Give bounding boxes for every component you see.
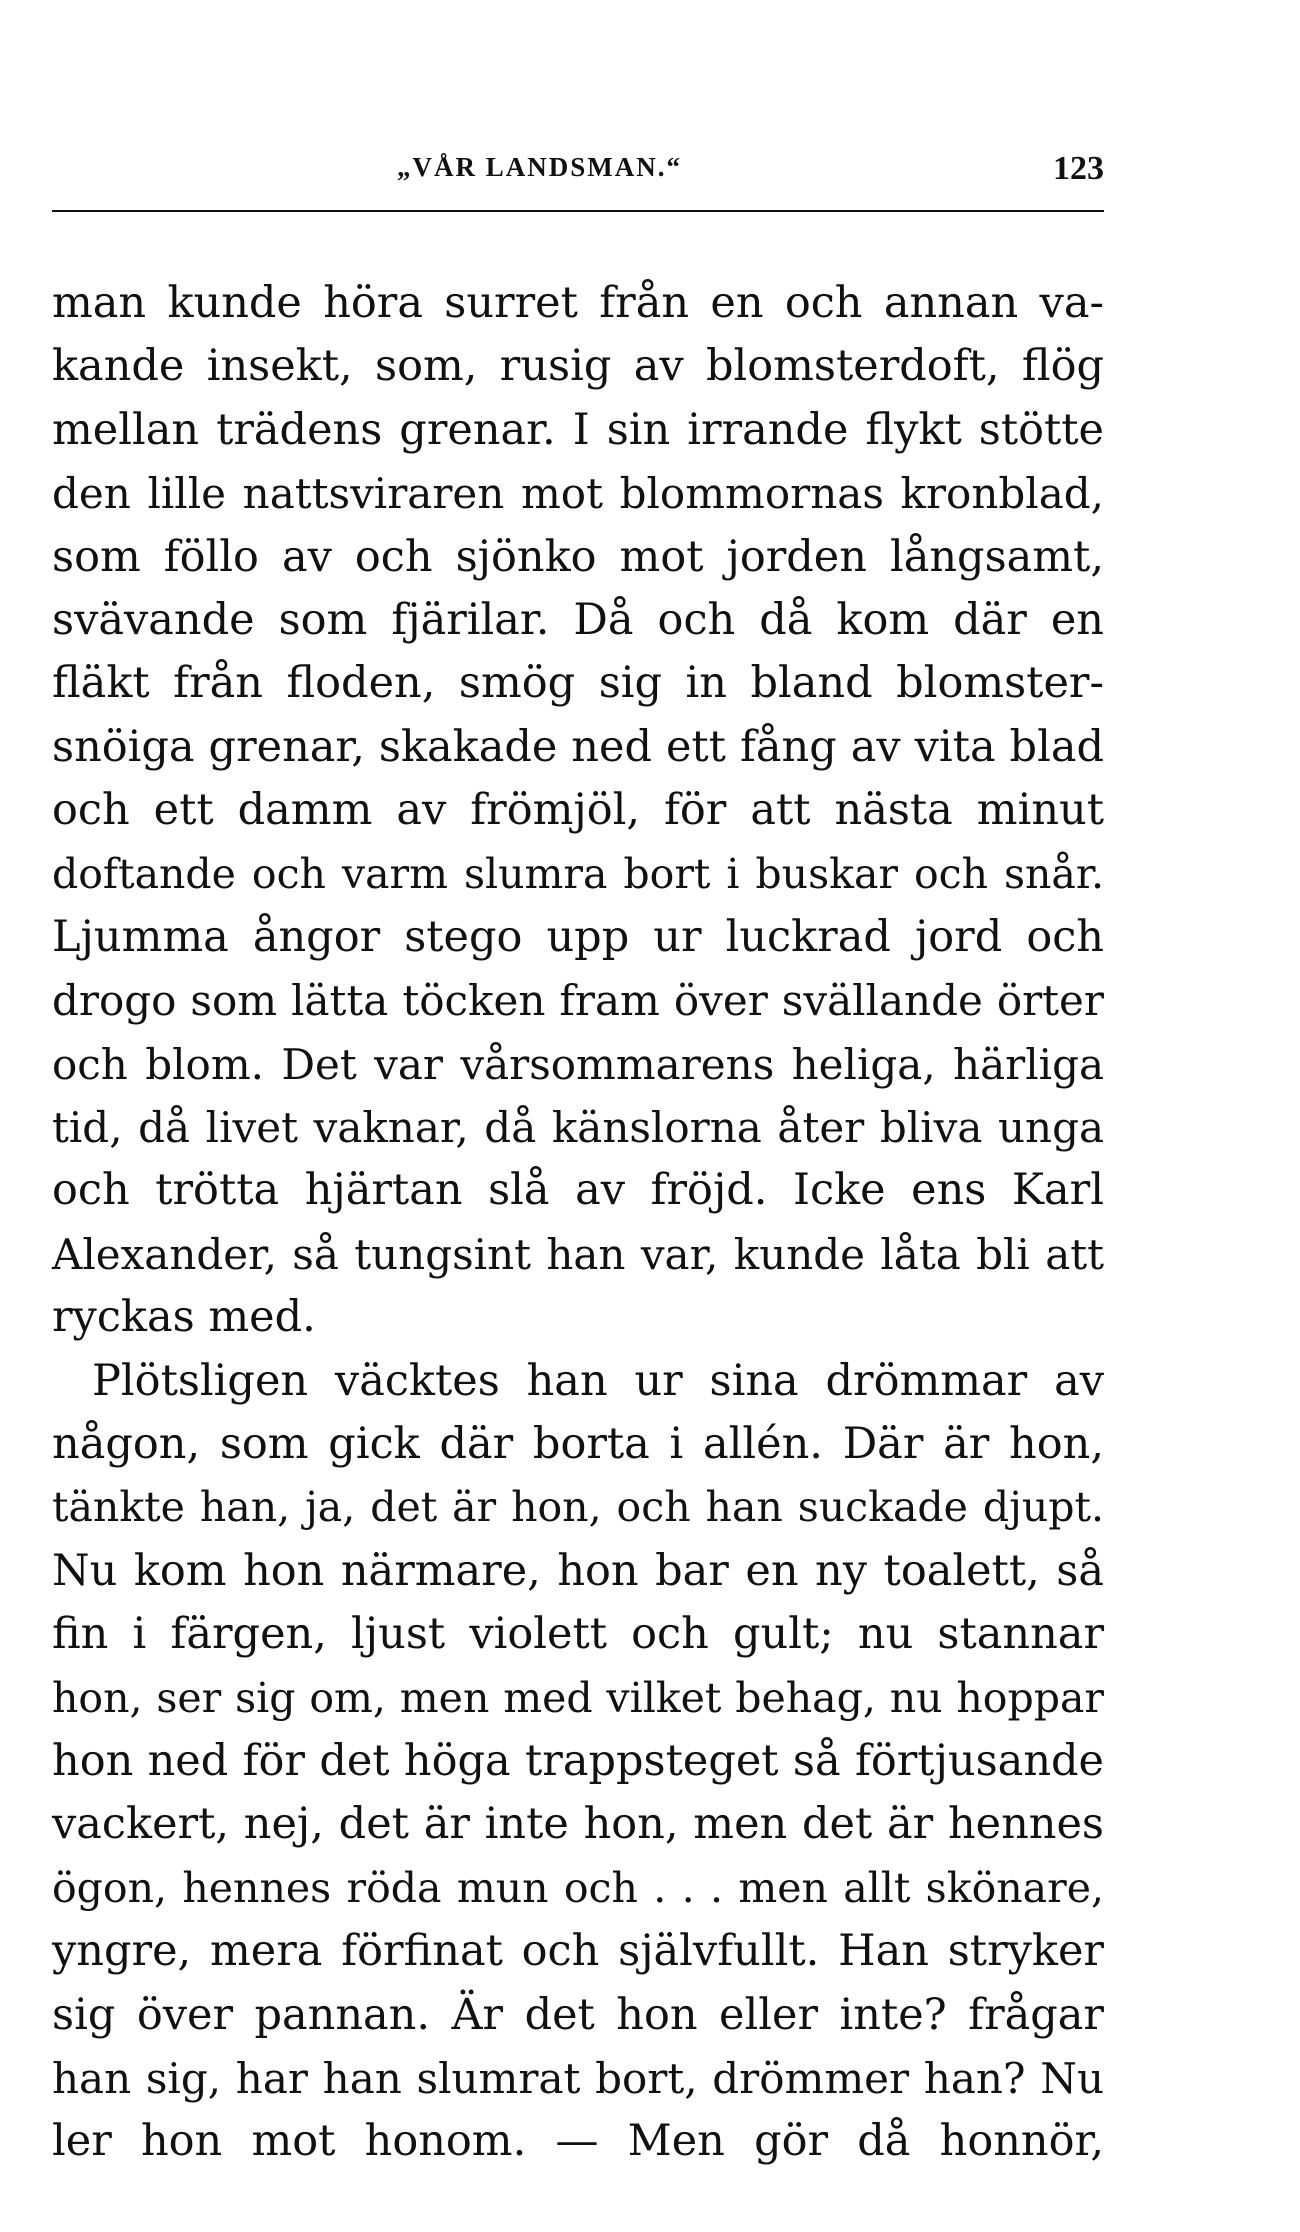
text-line: vackert, nej, det är inte hon, men det är hennes: [52, 1799, 1104, 1850]
text-line: Alexander, så tungsint han var, kunde låta bli att: [52, 1229, 1104, 1279]
running-head: [52, 150, 1104, 200]
text-line: ryckas med.: [52, 1292, 316, 1343]
text-line: Plötsligen väcktes han ur sina drömmar av: [92, 1355, 1104, 1406]
text-line: doftande och varm slumra bort i buskar och snår.: [52, 849, 1104, 898]
text-line: Ljumma ångor stego upp ur luckrad jord och: [52, 911, 1104, 962]
text-line: och ett damm av frömjöl, för att nästa minut: [52, 785, 1104, 836]
text-line: han sig, har han slumrat bort, drömmer han? Nu: [52, 2053, 1104, 2103]
text-line: någon, som gick där borta i allén. Där är hon,: [52, 1419, 1104, 1470]
text-line: och blom. Det var vårsommarens heliga, härliga: [52, 1039, 1104, 1089]
text-line: och trötta hjärtan slå av fröjd. Icke ens Karl: [52, 1165, 1104, 1216]
text-line: hon ned för det höga trappsteget så förtjusande: [52, 1735, 1104, 1786]
text-line: tid, då livet vaknar, då känslorna åter bliva unga: [52, 1103, 1104, 1153]
text-line: mellan trädens grenar. I sin irrande flykt stötte: [52, 404, 1104, 455]
text-line: kande insekt, som, rusig av blomsterdoft, flög: [52, 341, 1104, 392]
text-line: fin i färgen, ljust violett och gult; nu stannar: [52, 1609, 1104, 1660]
page-number: 123: [1053, 150, 1104, 187]
text-line: Nu kom hon närmare, hon bar en ny toalett, så: [52, 1545, 1104, 1596]
text-line: den lille nattsviraren mot blommornas kronblad,: [52, 469, 1104, 519]
text-line: yngre, mera förfinat och självfullt. Han stryker: [52, 1926, 1104, 1977]
text-line: ögon, hennes röda mun och . . . men allt skönare,: [52, 1863, 1104, 1912]
header-rule: [52, 210, 1104, 212]
text-line: ler hon mot honom. — Men gör då honnör,: [52, 2116, 1104, 2167]
text-line: hon, ser sig om, men med vilket behag, nu hoppar: [52, 1673, 1104, 1722]
text-line: tänkte han, ja, det är hon, och han suckade djupt.: [52, 1483, 1104, 1532]
text-line: som föllo av och sjönko mot jorden långsamt,: [52, 531, 1104, 582]
text-line: drogo som lätta töcken fram över svällande örter: [52, 976, 1104, 1026]
text-line: fläkt från floden, smög sig in bland blomster-: [52, 658, 1104, 709]
running-title: „VÅR LANDSMAN.“: [397, 152, 682, 182]
text-line: snöiga grenar, skakade ned ett fång av vita blad: [52, 721, 1104, 772]
text-line: sig över pannan. Är det hon eller inte? frågar: [52, 1989, 1104, 2040]
text-line: svävande som fjärilar. Då och då kom där en: [52, 594, 1104, 645]
body-text: [52, 272, 1104, 2174]
text-line: man kunde höra surret från en och annan va-: [52, 278, 1104, 328]
